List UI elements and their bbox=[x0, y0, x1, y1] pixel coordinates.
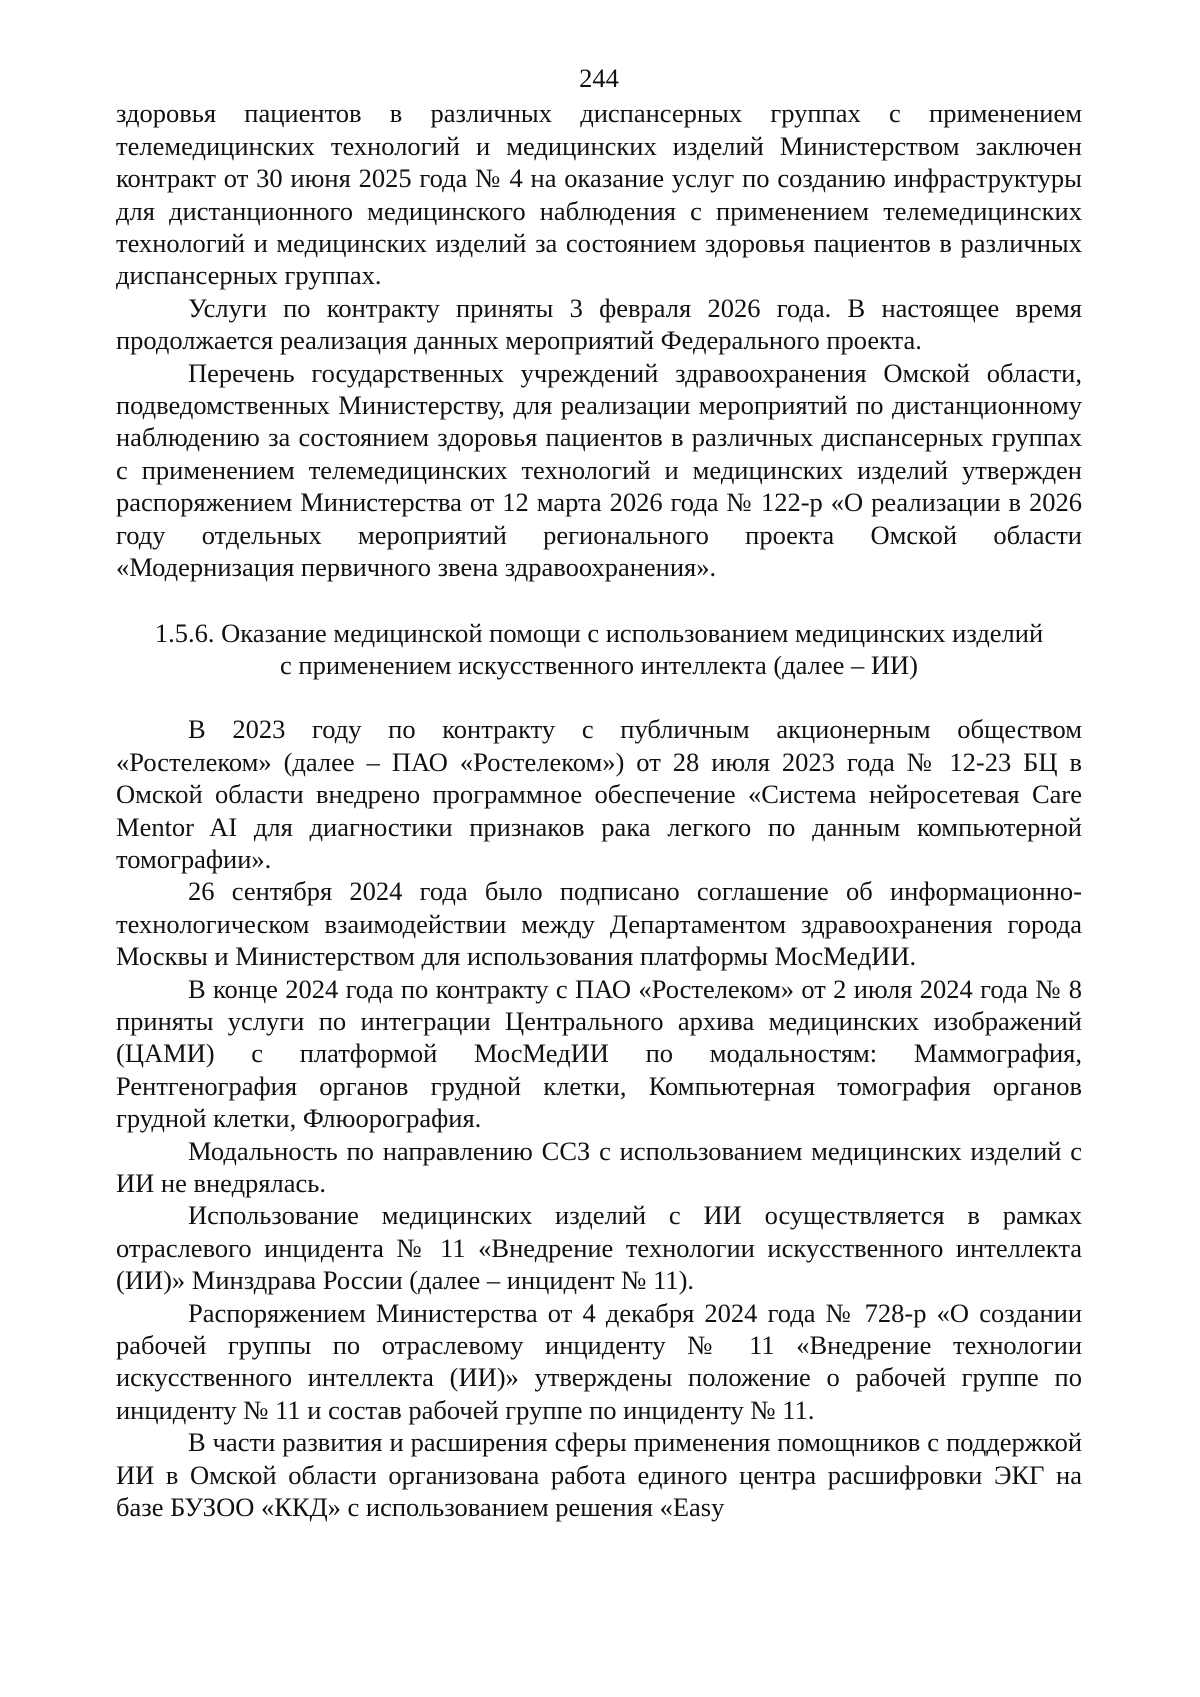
paragraph: Перечень государственных учреждений здравоохранения Омской области, подведомственных Министерству, для реализации мероприятий по дистанционному наблюдению за состоянием здоровья пациентов в различных диспансерных группах с применением телемедицинских технологий и медицинских изделий утвержден распоряжением Министерства от 12 марта 2026 года № 122-р «О реализации в 2026 году отдельных мероприятий регионального проекта Омской области «Модернизация первичного звена здравоохранения». bbox=[116, 357, 1082, 583]
paragraph: В конце 2024 года по контракту с ПАО «Ростелеком» от 2 июля 2024 года № 8 приняты услуги по интеграции Центрального архива медицинских изображений (ЦАМИ) с платформой МосМедИИ по модальностям: Маммография, Рентгенография органов грудной клетки, Компьютерная томография органов грудной клетки, Флюорография. bbox=[116, 973, 1082, 1134]
document-page bbox=[116, 62, 1082, 1523]
paragraph: Распоряжением Министерства от 4 декабря 2024 года № 728-р «О создании рабочей группы по отраслевому инциденту № 11 «Внедрение технологии искусственного интеллекта (ИИ)» утверждены положение о рабочей группе по инциденту № 11 и состав рабочей группе по инциденту № 11. bbox=[116, 1297, 1082, 1425]
paragraph: Использование медицинских изделий с ИИ осуществляется в рамках отраслевого инцидента № 11 «Внедрение технологии искусственного интеллекта (ИИ)» Минздрава России (далее – инцидент № 11). bbox=[116, 1200, 1082, 1296]
paragraph: В 2023 году по контракту с публичным акционерным обществом «Ростелеком» (далее – ПАО «Ростелеком») от 28 июля 2023 года № 12-23 БЦ в Омской области внедрено программное обеспечение «Система нейросетевая Care Mentor AI для диагностики признаков рака легкого по данным компьютерной томографии». bbox=[116, 714, 1082, 874]
paragraph: 26 сентября 2024 года было подписано соглашение об информационно-технологическом взаимодействии между Департаментом здравоохранения города Москвы и Министерством для использования платформы МосМедИИ. bbox=[116, 876, 1082, 972]
section-heading-line: с применением искусственного интеллекта (далее – ИИ) bbox=[280, 649, 918, 680]
paragraph: здоровья пациентов в различных диспансерных группах с применением телемедицинских технологий и медицинских изделий Министерством заключен контракт от 30 июня 2025 года № 4 на оказание услуг по созданию инфраструктуры для дистанционного медицинского наблюдения с применением телемедицинских технологий и медицинских изделий за состоянием здоровья пациентов в различных диспансерных группах. bbox=[116, 98, 1082, 291]
paragraph: Услуги по контракту приняты 3 февраля 2026 года. В настоящее время продолжается реализация данных мероприятий Федерального проекта. bbox=[116, 292, 1082, 356]
paragraph: В части развития и расширения сферы применения помощников с поддержкой ИИ в Омской области организована работа единого центра расшифровки ЭКГ на базе БУЗОО «ККД» с использованием решения «Easy bbox=[116, 1427, 1082, 1523]
paragraph: Модальность по направлению ССЗ с использованием медицинских изделий с ИИ не внедрялась. bbox=[116, 1135, 1082, 1198]
section-heading-line: 1.5.6. Оказание медицинской помощи с использованием медицинских изделий bbox=[154, 617, 1044, 648]
page-number: 244 bbox=[579, 63, 619, 93]
section-heading bbox=[126, 617, 1072, 682]
